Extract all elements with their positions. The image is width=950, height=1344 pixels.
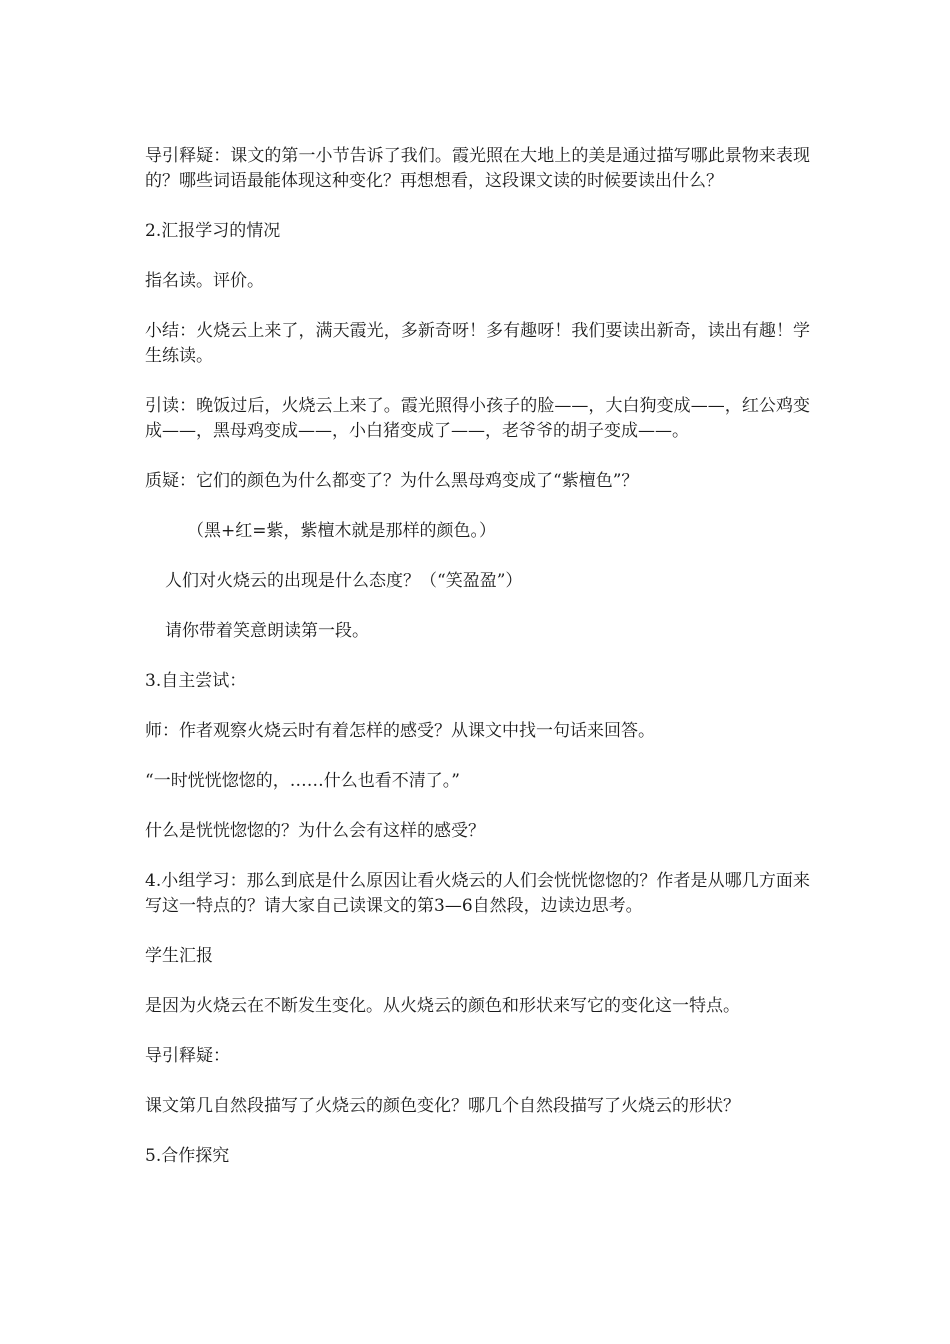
paragraph-quote: “一时恍恍惚惚的，……什么也看不清了。”: [145, 771, 460, 791]
paragraph-step-2-heading: 2.汇报学习的情况: [145, 221, 281, 241]
paragraph-paragraph-question: 课文第几自然段描写了火烧云的颜色变化？哪几个自然段描写了火烧云的形状？: [145, 1096, 740, 1116]
paragraph-step-3-heading: 3.自主尝试：: [145, 671, 247, 691]
paragraph-guided-reading: 引读：晚饭过后，火烧云上来了。霞光照得小孩子的脸——，大白狗变成——，红公鸡变成——，黑母鸡变成——，小白猪变成了——，老爷爷的胡子变成——。: [145, 396, 810, 441]
paragraph-reading-evaluation: 指名读。评价。: [145, 271, 264, 291]
paragraph-summary: 小结：火烧云上来了，满天霞光，多新奇呀！多有趣呀！我们要读出新奇，读出有趣！学生练读。: [145, 321, 810, 366]
paragraph-step-5-heading: 5.合作探究: [145, 1146, 230, 1166]
paragraph-confusion-question: 什么是恍恍惚惚的？为什么会有这样的感受？: [145, 821, 485, 841]
paragraph-student-report: 学生汇报: [145, 946, 213, 966]
paragraph-guide-heading: 导引释疑：: [145, 1046, 230, 1066]
paragraph-read-aloud: 请你带着笑意朗读第一段。: [165, 621, 369, 641]
document-body: [145, 144, 810, 1194]
paragraph-question-color: 质疑：它们的颜色为什么都变了？为什么黑母鸡变成了“紫檀色”？: [145, 471, 639, 491]
paragraph-report-answer: 是因为火烧云在不断发生变化。从火烧云的颜色和形状来写它的变化这一特点。: [145, 996, 740, 1016]
paragraph-step-4-group-study: 4.小组学习：那么到底是什么原因让看火烧云的人们会恍恍惚惚的？作者是从哪几方面来写这一特点的？请大家自己读课文的第3—6自然段，边读边思考。: [145, 871, 810, 916]
paragraph-attitude-question: 人们对火烧云的出现是什么态度？（“笑盈盈”）: [165, 571, 523, 591]
paragraph-teacher-question: 师：作者观察火烧云时有着怎样的感受？从课文中找一句话来回答。: [145, 721, 655, 741]
paragraph-color-explanation: （黑+红=紫，紫檀木就是那样的颜色。）: [187, 521, 496, 541]
paragraph-guide-question: 导引释疑：课文的第一小节告诉了我们。霞光照在大地上的美是通过描写哪此景物来表现的？哪些词语最能体现这种变化？再想想看，这段课文读的时候要读出什么？: [145, 146, 810, 191]
